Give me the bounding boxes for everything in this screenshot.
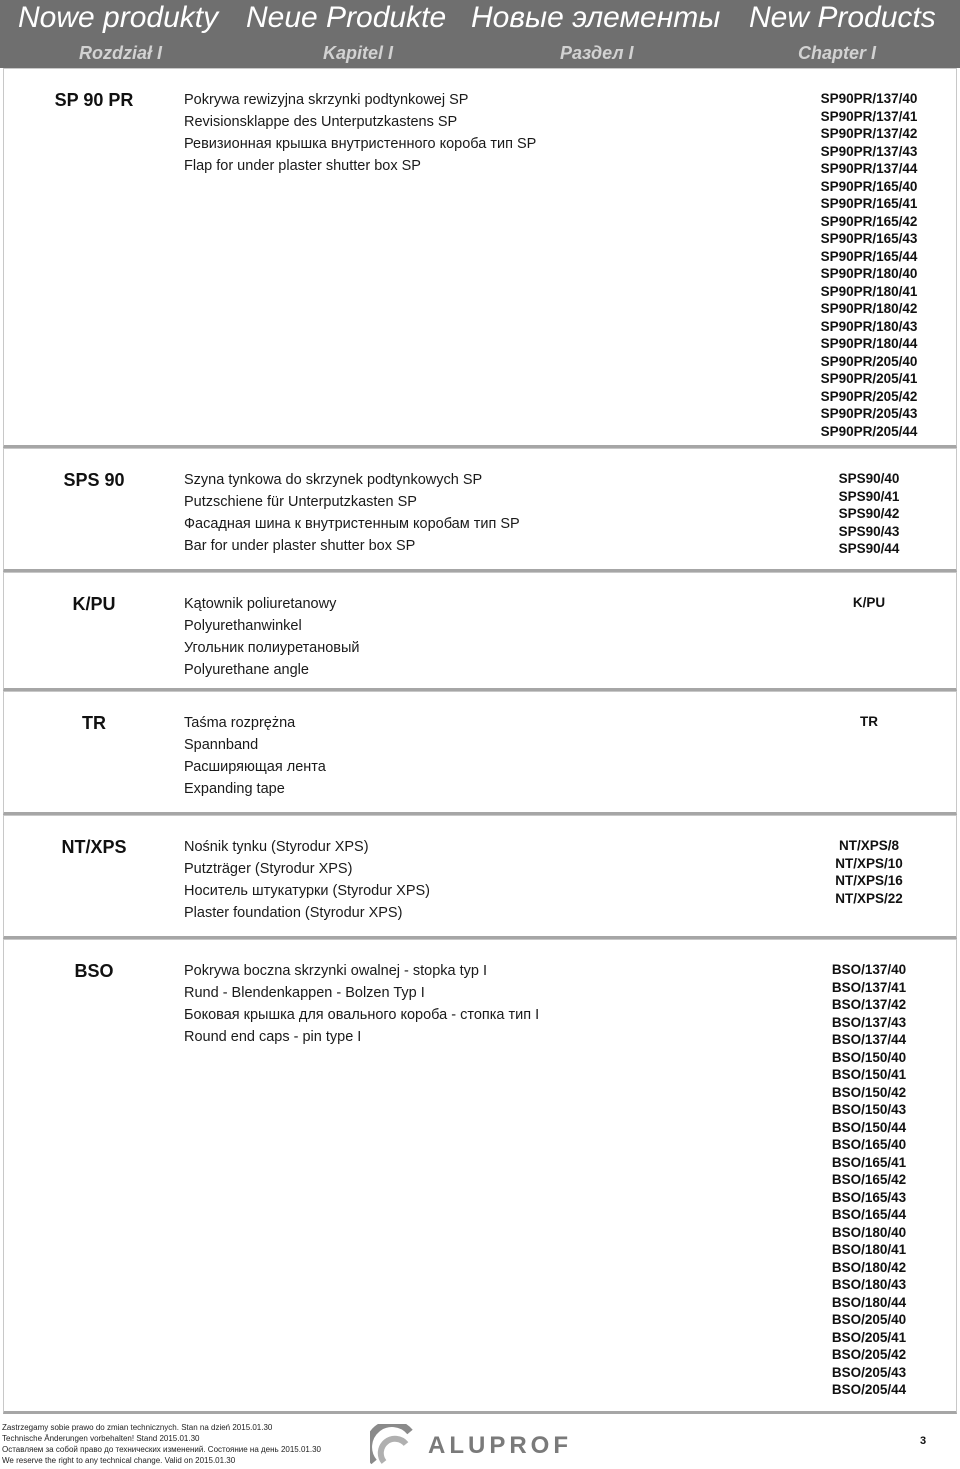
article-number: SP90PR/165/40 xyxy=(820,178,918,194)
description-line: Rund - Blendenkappen - Bolzen Typ I xyxy=(184,985,425,1001)
article-number: SP90PR/165/41 xyxy=(820,196,918,211)
header-chapter-ru: Раздел I xyxy=(560,43,634,63)
article-number: BSO/205/40 xyxy=(831,1312,907,1327)
article-number: BSO/180/42 xyxy=(831,1259,907,1275)
article-number: NT/XPS/8 xyxy=(838,838,900,853)
product-code: TR xyxy=(82,713,106,733)
logo-arc-icon xyxy=(370,1424,420,1464)
footer-note: We reserve the right to any technical change. Valid on 2015.01.30 xyxy=(2,1456,236,1465)
description-line: Putzträger (Styrodur XPS) xyxy=(184,861,353,877)
aluprof-logo xyxy=(370,1424,585,1464)
article-number: SP90PR/180/40 xyxy=(820,266,918,281)
description-line: Ревизионная крышка внутристенного короба тип SP xyxy=(184,136,537,152)
product-section xyxy=(3,448,957,572)
article-number: BSO/150/42 xyxy=(831,1084,907,1100)
article-number: SP90PR/137/44 xyxy=(820,161,918,176)
description-line: Putzschiene für Unterputzkasten SP xyxy=(184,494,417,510)
article-number: BSO/137/44 xyxy=(831,1032,907,1047)
product-section xyxy=(3,815,957,939)
description-line: Расширяющая лента xyxy=(184,759,326,775)
description-line: Kątownik poliuretanowy xyxy=(184,596,337,612)
product-code: NT/XPS xyxy=(61,837,127,857)
product-section xyxy=(3,939,957,1414)
article-number: BSO/180/40 xyxy=(831,1224,907,1240)
article-number: BSO/180/44 xyxy=(831,1294,907,1310)
article-number: SP90PR/180/43 xyxy=(820,318,918,334)
product-description xyxy=(184,593,360,681)
article-number: NT/XPS/10 xyxy=(835,855,903,871)
article-number: SP90PR/205/42 xyxy=(820,388,918,404)
footer-note: Technische Änderungen vorbehalten! Stand 2015.01.30 xyxy=(2,1434,200,1443)
product-description xyxy=(184,960,539,1048)
description-line: Plaster foundation (Styrodur XPS) xyxy=(184,905,403,921)
article-number: SP90PR/137/41 xyxy=(820,108,918,124)
article-number: NT/XPS/16 xyxy=(835,873,903,888)
article-number: BSO/137/42 xyxy=(831,997,907,1012)
article-number-list xyxy=(779,961,959,1399)
description-line: Носитель штукатурки (Styrodur XPS) xyxy=(184,883,431,899)
article-number-list xyxy=(779,837,959,907)
article-number: K/PU xyxy=(852,595,886,610)
article-number: SP90PR/205/44 xyxy=(820,423,918,439)
description-line: Spannband xyxy=(184,737,259,753)
article-number: SP90PR/180/41 xyxy=(820,283,918,299)
logo-text: ALUPROF xyxy=(428,1432,572,1459)
article-number: SPS90/40 xyxy=(838,471,900,486)
article-number-list xyxy=(779,90,959,440)
article-number: BSO/205/44 xyxy=(831,1382,907,1397)
article-number: SPS90/44 xyxy=(838,541,900,556)
description-line: Szyna tynkowa do skrzynek podtynkowych SP xyxy=(184,472,483,488)
header-title-de: Neue Produkte xyxy=(246,1,447,34)
article-number: BSO/165/40 xyxy=(831,1137,907,1152)
header-chapter-de: Kapitel I xyxy=(323,43,394,63)
article-number: SP90PR/137/40 xyxy=(820,91,918,106)
page-header xyxy=(0,0,960,68)
article-number: BSO/165/42 xyxy=(831,1172,907,1187)
description-line: Nośnik tynku (Styrodur XPS) xyxy=(184,839,369,855)
description-line: Expanding tape xyxy=(184,781,285,797)
description-line: Угольник полиуретановый xyxy=(184,640,360,656)
description-line: Polyurethane angle xyxy=(184,662,309,678)
article-number: SP90PR/205/41 xyxy=(820,371,918,386)
product-description xyxy=(184,89,536,177)
header-title-pl: Nowe produkty xyxy=(18,1,219,34)
article-number: BSO/165/44 xyxy=(831,1207,907,1222)
article-number: SP90PR/205/43 xyxy=(820,406,918,421)
product-section xyxy=(3,691,957,815)
article-number-list xyxy=(779,470,959,558)
page-number: 3 xyxy=(920,1435,927,1447)
article-number: SPS90/41 xyxy=(838,488,900,504)
description-line: Revisionsklappe des Unterputzkastens SP xyxy=(184,114,458,130)
product-code: K/PU xyxy=(72,594,116,614)
article-number: SP90PR/180/44 xyxy=(820,336,918,351)
article-number: BSO/150/40 xyxy=(831,1049,907,1065)
article-number: SP90PR/165/43 xyxy=(820,231,918,246)
article-number: BSO/165/41 xyxy=(831,1154,907,1170)
article-number: SP90PR/165/44 xyxy=(820,248,918,264)
description-line: Bar for under plaster shutter box SP xyxy=(184,538,416,554)
article-number: TR xyxy=(860,714,878,729)
description-line: Flap for under plaster shutter box SP xyxy=(184,158,421,174)
article-number: NT/XPS/22 xyxy=(835,890,903,906)
article-number: BSO/180/41 xyxy=(831,1242,907,1257)
header-title-en: New Products xyxy=(749,1,936,34)
article-number: BSO/205/43 xyxy=(831,1364,907,1380)
description-line: Pokrywa rewizyjna skrzynki podtynkowej SP xyxy=(184,92,469,108)
product-section xyxy=(3,572,957,691)
article-number: SP90PR/137/42 xyxy=(820,126,918,141)
article-number: BSO/205/41 xyxy=(831,1329,907,1345)
article-number: BSO/137/43 xyxy=(831,1014,907,1030)
article-number: SPS90/42 xyxy=(838,506,900,521)
footer-notes xyxy=(2,1422,321,1466)
description-line: Боковая крышка для овального короба - стопка тип I xyxy=(184,1007,540,1023)
article-number: SPS90/43 xyxy=(838,523,900,539)
article-number: SP90PR/205/40 xyxy=(820,353,918,369)
article-number-list xyxy=(779,713,959,731)
article-number: SP90PR/137/43 xyxy=(820,143,918,159)
article-number: BSO/150/41 xyxy=(831,1067,907,1082)
article-number: BSO/150/43 xyxy=(831,1102,907,1117)
product-code: SPS 90 xyxy=(63,470,125,490)
article-number: BSO/150/44 xyxy=(831,1119,907,1135)
article-number-list xyxy=(779,594,959,612)
footer-note: Оставляем за собой право до технических изменений. Состояние на день 2015.01.30 xyxy=(2,1445,321,1454)
description-line: Taśma rozprężna xyxy=(184,715,296,731)
article-number: BSO/137/40 xyxy=(831,962,907,977)
footer-note: Zastrzegamy sobie prawo do zmian technicznych. Stan na dzień 2015.01.30 xyxy=(2,1423,273,1432)
description-line: Polyurethanwinkel xyxy=(184,618,302,634)
product-description xyxy=(184,469,520,557)
article-number: BSO/180/43 xyxy=(831,1277,907,1292)
product-code: BSO xyxy=(74,961,114,981)
header-title-ru: Новые элементы xyxy=(471,1,721,34)
header-chapter-en: Chapter I xyxy=(798,43,877,63)
product-section xyxy=(3,68,957,448)
description-line: Round end caps - pin type I xyxy=(184,1029,362,1045)
article-number: BSO/137/41 xyxy=(831,979,907,995)
product-description xyxy=(184,712,326,800)
description-line: Pokrywa boczna skrzynki owalnej - stopka typ I xyxy=(184,963,488,979)
description-line: Фасадная шина к внутристенным коробам тип SP xyxy=(184,516,520,532)
article-number: BSO/205/42 xyxy=(831,1347,907,1362)
product-description xyxy=(184,836,430,924)
article-number: SP90PR/165/42 xyxy=(820,213,918,229)
header-chapter-pl: Rozdział I xyxy=(79,43,163,63)
article-number: SP90PR/180/42 xyxy=(820,301,918,316)
article-number: BSO/165/43 xyxy=(831,1189,907,1205)
product-code: SP 90 PR xyxy=(54,90,134,110)
